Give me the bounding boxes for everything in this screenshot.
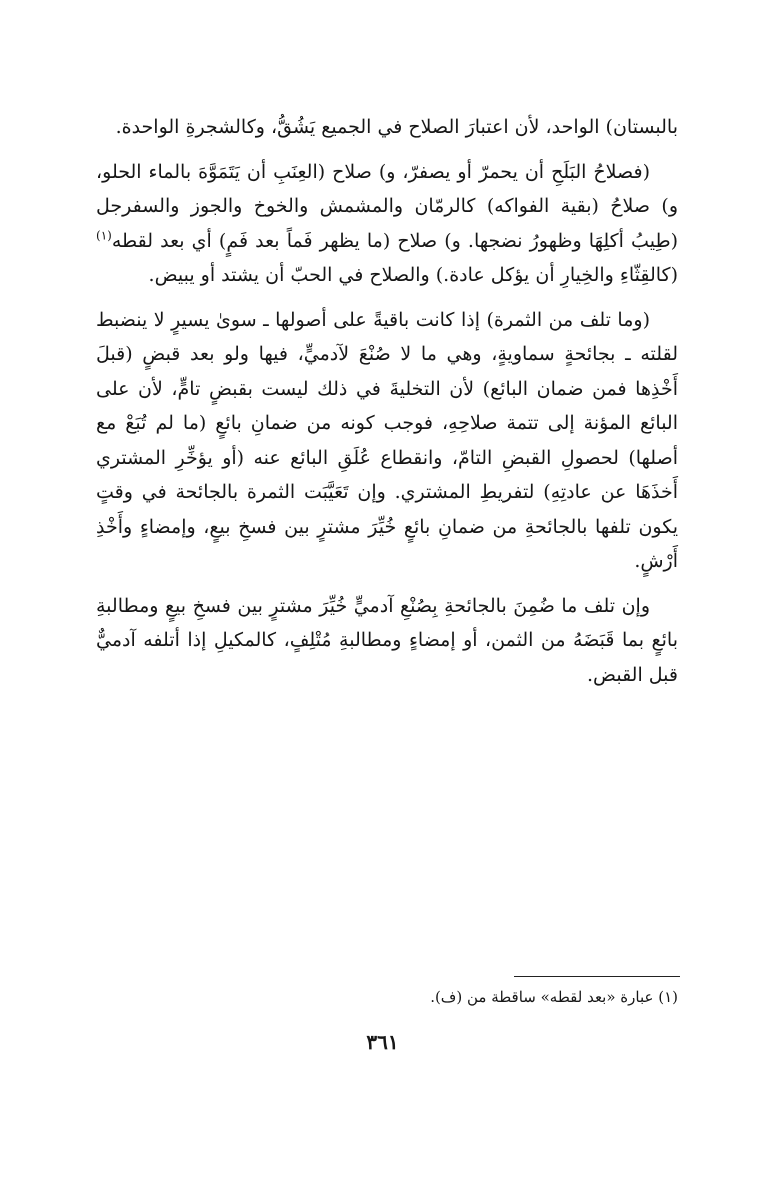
paragraph-2 [96, 155, 678, 293]
footnote-marker: (١) [96, 228, 112, 243]
footnote-divider [514, 976, 680, 977]
paragraph-3-text: (وما تلف من الثمرة) إذا كانت باقيةً على أصولها ـ سوىٰ يسيرٍ لا ينضبط لقلته ـ بجائحةٍ سماويةٍ، وهي ما لا صُنْعَ لآدميٍّ، فيها ولو بعد قبضٍ (قبلَ أَخْذِها فمن ضمان البائع) لأن التخليةَ في ذلك ليست بقبضٍ تامٍّ، لأن على البائع المؤنة إلى تتمة صلاحِهِ، فوجب كونه من ضمانِ بائعٍ (ما لم تُبَعْ مع أصلها) لحصولِ القبضِ التامّ، وانقطاع عُلَقِ البائع عنه (أو يؤخِّرِ المشتري أَخذَهَا عن عادتِهِ) لتفريطِ المشتري. وإن تَعَيَّبَت الثمرة بالجائحة في وقتٍ يكون تلفها بالجائحةِ من ضمانِ بائعٍ خُيِّرَ مشترٍ بين فسخِ بيعٍ، وإمضاءٍ وأَخْذِ أَرْشٍ. [96, 308, 678, 572]
paragraph-1-text: بالبستان) الواحد، لأن اعتبارَ الصلاح في الجميع يَشُقُّ، وكالشجرةِ الواحدة. [115, 116, 678, 138]
paragraph-4-text: وإن تلف ما ضُمِنَ بالجائحةِ بِصُنْعِ آدميٍّ خُيِّرَ مشترٍ بين فسخِ بيعٍ ومطالبةِ بائعٍ بما قَبَضَهُ من الثمن، أو إمضاءٍ ومطالبةِ مُتْلِفٍ، كالمكيلِ إذا أتلفه آدميٌّ قبل القبض. [96, 594, 678, 686]
paragraph-4 [96, 589, 678, 693]
paragraph-1 [96, 110, 678, 145]
footnote: (١) عبارة «بعد لقطه» ساقطة من (ف). [430, 988, 678, 1006]
paragraph-3 [96, 303, 678, 579]
paragraph-2-text-before: (فصلاحُ البَلَحِ أن يحمرّ أو يصفرّ، و) صلاح (العِنَبِ أن يَتَمَوَّهَ بالماء الحلو، و) صلاحُ (بقية الفواكه) كالرمّان والمشمش والخوخ والجوز والسفرجل (طِيبُ أكلِهَا وظهورُ نضجها. و) صلاح (ما يظهر فَماً بعد فَمٍ) أي بعد لقطه [96, 160, 678, 252]
paragraph-2-text-after: (كالقِثّاءِ والخِيارِ أن يؤكل عادة.) والصلاح في الحبّ أن يشتد أو يبيض. [148, 264, 678, 286]
main-text [96, 110, 678, 702]
page-number: ٣٦١ [366, 1030, 399, 1054]
